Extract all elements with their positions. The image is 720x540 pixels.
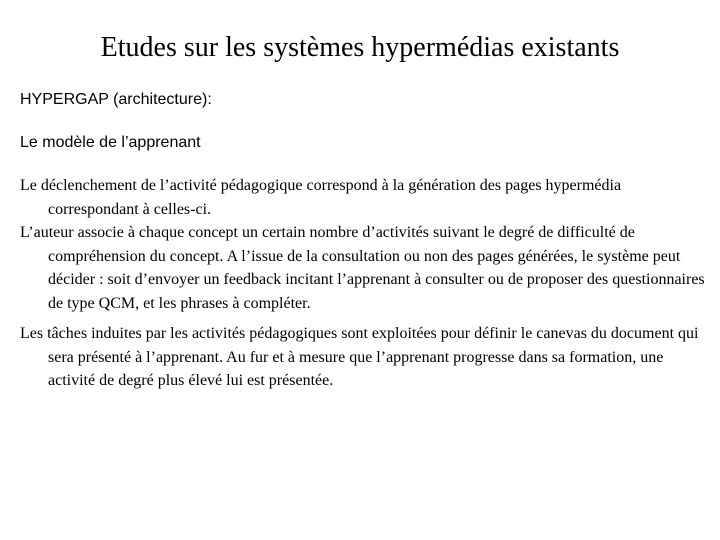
heading-architecture: HYPERGAP (architecture):: [20, 91, 212, 108]
heading-learner-model: Le modèle de l’apprenant: [20, 134, 201, 151]
body-block-2: [20, 322, 710, 393]
slide-title: Etudes sur les systèmes hypermédias existants: [100, 32, 620, 63]
paragraph-induced-tasks: Les tâches induites par les activités pédagogiques sont exploitées pour définir le canevas du document qui sera présenté à l’apprenant. Au fur et à mesure que l’apprenant progresse dans sa formation, une activité de degré plus élevé lui est présentée.: [20, 325, 699, 389]
body-block-1: [20, 174, 710, 315]
paragraph-author-activities: L’auteur associe à chaque concept un certain nombre d’activités suivant le degré de difficulté de compréhension du concept. A l’issue de la consultation ou non des pages générées, le système peut décider : soit d’envoyer un feedback incitant l’apprenant à consulter ou de proposer des questionnaires de type QCM, et les phrases à compléter.: [20, 224, 705, 312]
paragraph-activity-trigger: Le déclenchement de l’activité pédagogique correspond à la génération des pages hypermédia correspondant à celles-ci.: [20, 177, 622, 218]
